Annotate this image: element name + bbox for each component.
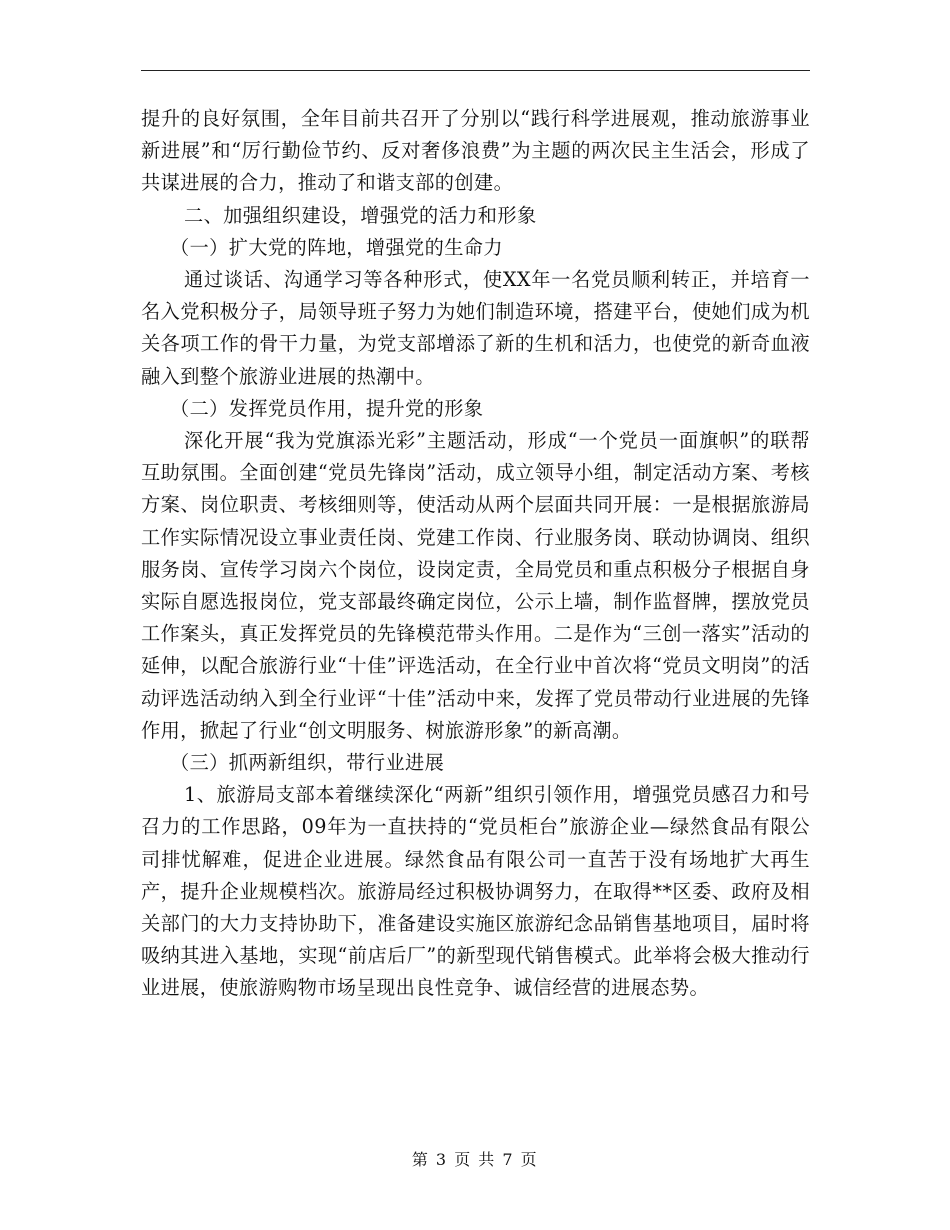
subsection-heading: （二）发挥党员作用，提升党的形象 [170, 396, 484, 420]
paragraph: 1、旅游局支部本着继续深化“两新”组织引领作用，增强党员感召力和号召力的工作思路，09年为一直扶持的“党员柜台”旅游企业—绿然食品有限公司排忧解难，促进企业进展。绿然食品有限公司一直苦于没有场地扩大再生产，提升企业规模档次。旅游局经过积极协调努力，在取得**区委、政府及相关部门的大力支持协助下，准备建设实施区旅游纪念品销售基地项目，届时将吸纳其进入基地，实现“前店后厂”的新型现代销售模式。此举将会极大推动行业进展，使旅游购物市场呈现出良性竞争、诚信经营的进展态势。 [141, 783, 810, 1000]
subsection-heading: （一）扩大党的阵地，增强党的生命力 [170, 235, 503, 259]
document-body [141, 103, 810, 1005]
page-number: 第 3 页 共 7 页 [411, 1150, 539, 1169]
section-heading: 二、加强组织建设，增强党的活力和形象 [184, 203, 537, 227]
paragraph: 通过谈话、沟通学习等各种形式，使XX年一名党员顺利转正，并培育一名入党积极分子，局领导班子努力为她们制造环境，搭建平台，使她们成为机关各项工作的骨干力量，为党支部增添了新的生机和活力，也使党的新奇血液融入到整个旅游业进展的热潮中。 [141, 268, 810, 388]
paragraph: 深化开展“我为党旗添光彩”主题活动，形成“一个党员一面旗帜”的联帮互助氛围。全面创建“党员先锋岗”活动，成立领导小组，制定活动方案、考核方案、岗位职责、考核细则等，使活动从两个层面共同开展：一是根据旅游局工作实际情况设立事业责任岗、党建工作岗、行业服务岗、联动协调岗、组织服务岗、宣传学习岗六个岗位，设岗定责，全局党员和重点积极分子根据自身实际自愿选报岗位，党支部最终确定岗位，公示上墙，制作监督牌，摆放党员工作案头，真正发挥党员的先锋模范带头作用。二是作为“三创一落实”活动的延伸，以配合旅游行业“十佳”评选活动，在全行业中首次将“党员文明岗”的活动评选活动纳入到全行业评“十佳”活动中来，发挥了党员带动行业进展的先锋作用，掀起了行业“创文明服务、树旅游形象”的新高潮。 [141, 429, 810, 742]
paragraph: 提升的良好氛围，全年目前共召开了分别以“践行科学进展观，推动旅游事业新进展”和“厉行勤俭节约、反对奢侈浪费”为主题的两次民主生活会，形成了共谋进展的合力，推动了和谐支部的创建。 [141, 107, 810, 195]
subsection-heading: （三）抓两新组织，带行业进展 [170, 751, 445, 775]
header-rule [141, 70, 810, 71]
